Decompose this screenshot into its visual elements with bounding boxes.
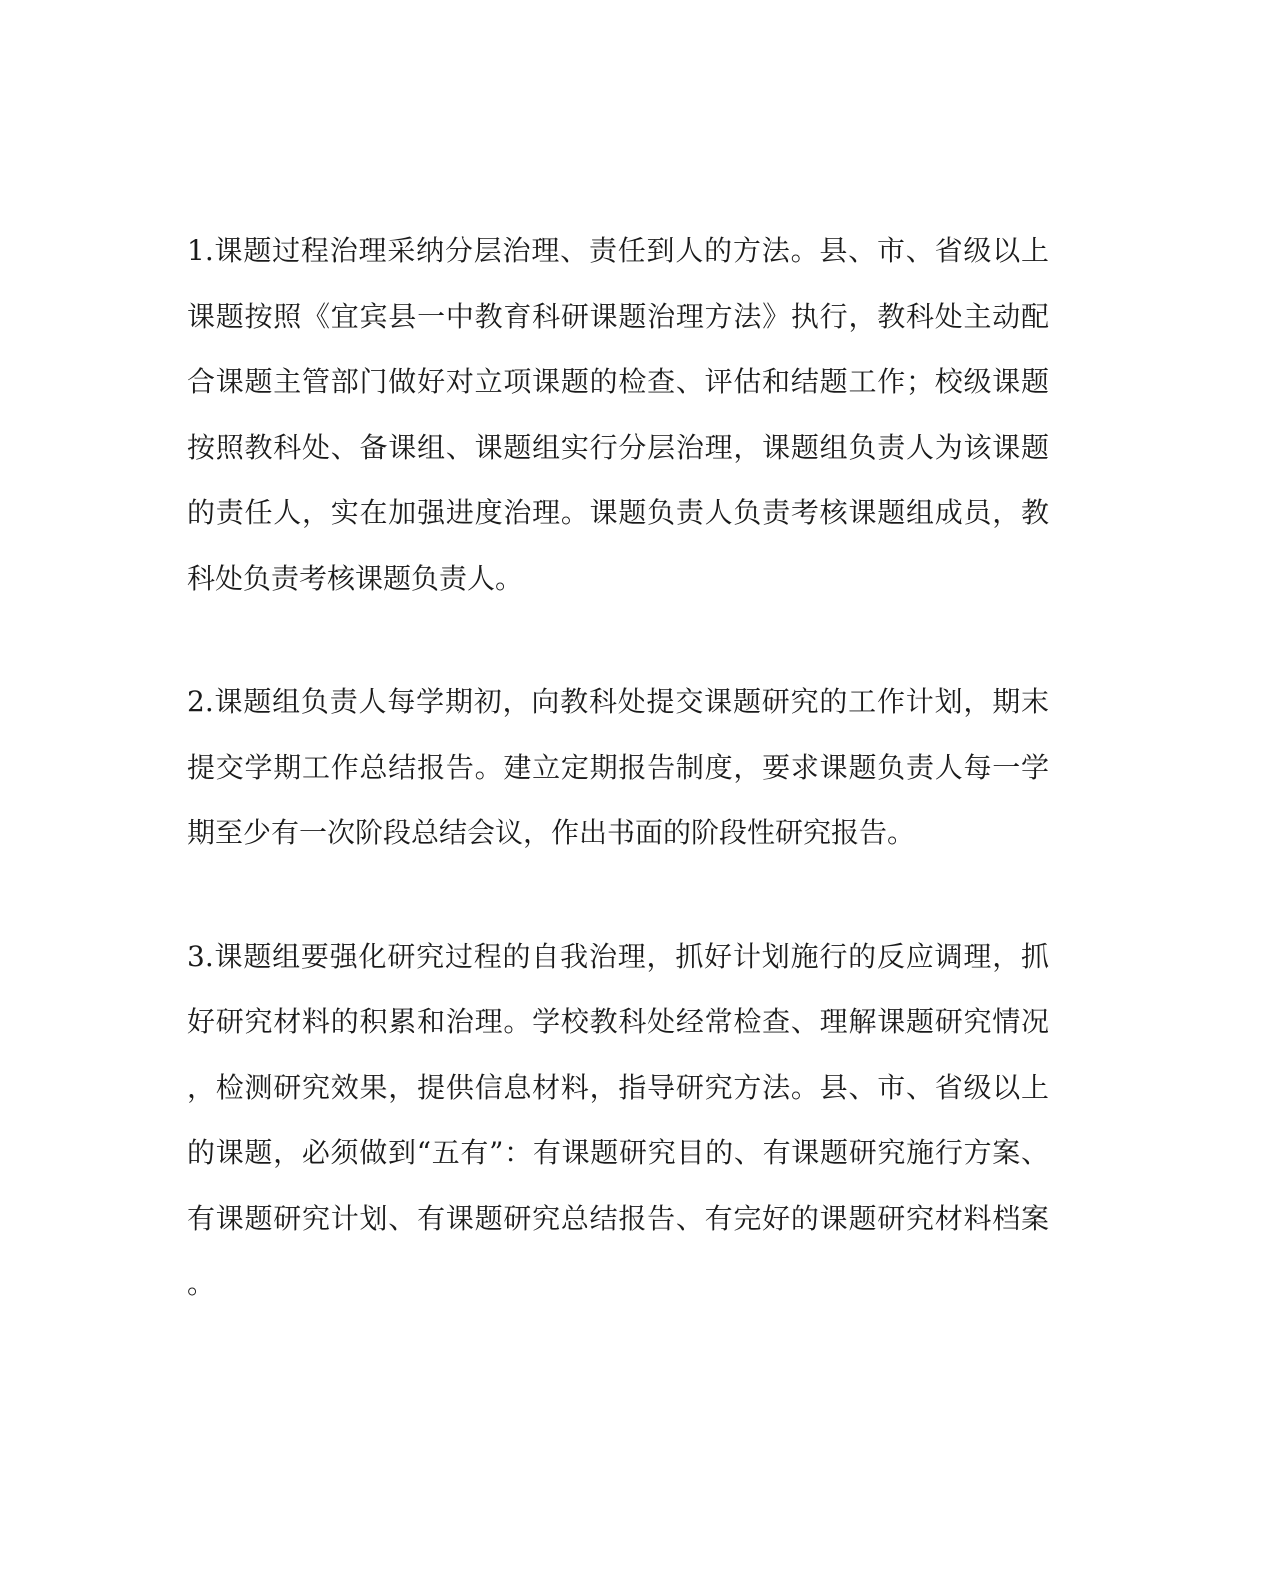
- text-line: 3.课题组要强化研究过程的自我治理，抓好计划施行的反应调理，抓: [187, 939, 1049, 973]
- text-line: 科处负责考核课题负责人。: [187, 561, 524, 595]
- text-line: 合课题主管部门做好对立项课题的检查、评估和结题工作；校级课题: [187, 365, 1049, 398]
- text-line: ，检测研究效果，提供信息材料，指导研究方法。县、市、省级以上: [187, 1070, 1049, 1104]
- paragraph-2: [187, 669, 1049, 866]
- text-line: 好研究材料的积累和治理。学校教科处经常检查、理解课题研究情况: [187, 1005, 1049, 1038]
- text-line: 提交学期工作总结报告。建立定期报告制度，要求课题负责人每一学: [187, 750, 1049, 784]
- paragraph-1: [187, 218, 1049, 611]
- text-line: 1.课题过程治理采纳分层治理、责任到人的方法。县、市、省级以上: [187, 234, 1049, 267]
- text-line: 。: [187, 1267, 216, 1300]
- paragraph-3: [187, 924, 1049, 1317]
- text-line: 2.课题组负责人每学期初，向教科处提交课题研究的工作计划，期末: [187, 685, 1049, 718]
- document-body: [187, 218, 1049, 1375]
- text-line: 课题按照《宜宾县一中教育科研课题治理方法》执行，教科处主动配: [187, 299, 1049, 333]
- text-line: 有课题研究计划、有课题研究总结报告、有完好的课题研究材料档案: [187, 1201, 1049, 1235]
- text-line: 的课题，必须做到“五有”：有课题研究目的、有课题研究施行方案、: [187, 1136, 1049, 1169]
- text-line: 期至少有一次阶段总结会议，作出书面的阶段性研究报告。: [187, 816, 916, 849]
- text-line: 按照教科处、备课组、课题组实行分层治理，课题组负责人为该课题: [187, 430, 1049, 464]
- text-line: 的责任人，实在加强进度治理。课题负责人负责考核课题组成员，教: [187, 496, 1049, 529]
